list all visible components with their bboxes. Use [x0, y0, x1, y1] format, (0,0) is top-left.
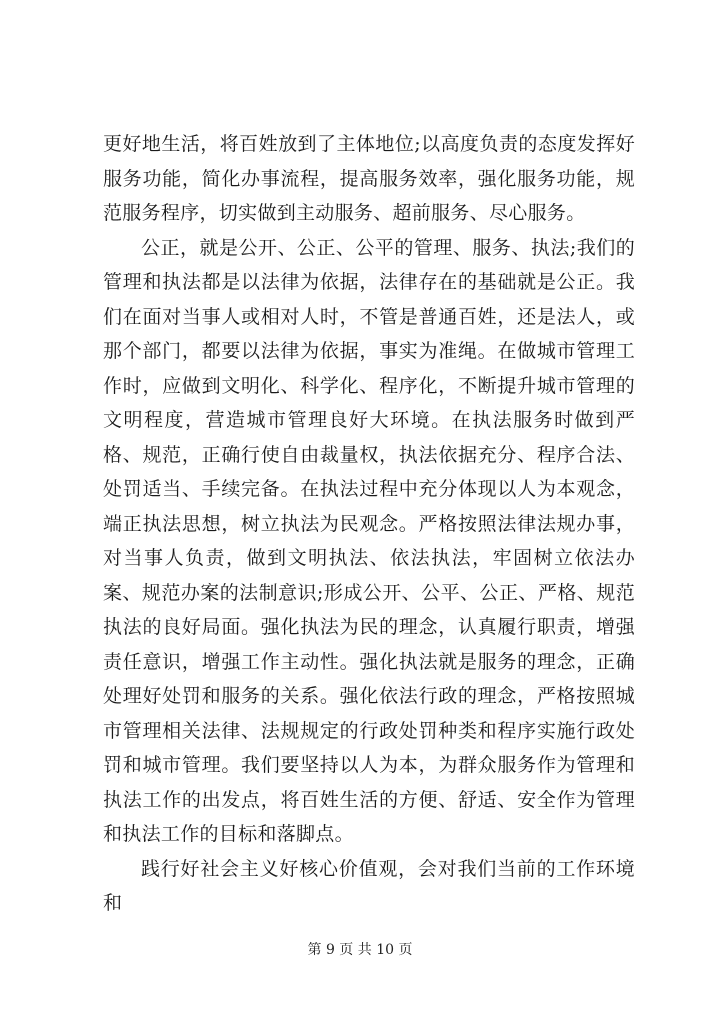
- page-number: 第 9 页 共 10 页: [307, 942, 413, 958]
- paragraph-2: 公正，就是公开、公正、公平的管理、服务、执法;我们的管理和执法都是以法律为依据，法律存在的基础就是公正。我们在面对当事人或相对人时，不管是普通百姓，还是法人，或那个部门，都要以法律为依据，事实为准绳。在做城市管理工作时，应做到文明化、科学化、程序化，不断提升城市管理的文明程度，营造城市管理良好大环境。在执法服务时做到严格、规范，正确行使自由裁量权，执法依据充分、程序合法、处罚适当、手续完备。在执法过程中充分体现以人为本观念，端正执法思想，树立执法为民观念。严格按照法律法规办事，对当事人负责，做到文明执法、依法执法，牢固树立依法办案、规范办案的法制意识;形成公开、公平、公正、严格、规范执法的良好局面。强化执法为民的理念，认真履行职责，增强责任意识，增强工作主动性。强化执法就是服务的理念，正确处理好处罚和服务的关系。强化依法行政的理念，严格按照城市管理相关法律、法规规定的行政处罚种类和程序实施行政处罚和城市管理。我们要坚持以人为本，为群众服务作为管理和执法工作的出发点，将百姓生活的方便、舒适、安全作为管理和执法工作的目标和落脚点。: [103, 236, 635, 845]
- paragraph-3: 践行好社会主义好核心价值观，会对我们当前的工作环境和: [103, 857, 635, 914]
- paragraph-1: 更好地生活，将百姓放到了主体地位;以高度负责的态度发挥好服务功能，简化办事流程，提高服务效率，强化服务功能，规范服务程序，切实做到主动服务、超前服务、尽心服务。: [103, 133, 635, 224]
- document-body: [103, 127, 635, 921]
- page-footer: [0, 939, 720, 959]
